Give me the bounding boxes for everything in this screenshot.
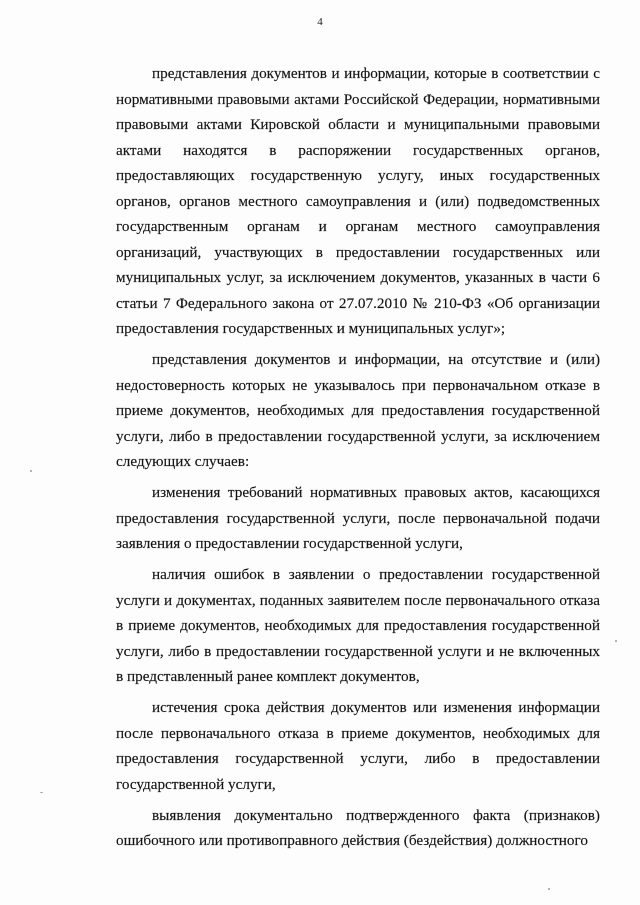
paragraph-6: выявления документально подтвержденного факта (признаков) ошибочного или противоправного действия (бездействия) должностного [116,806,600,849]
paragraph-5: истечения срока действия документов или изменения информации после первоначального отказа в приеме документов, необходимых для предоставления государственной услуги, либо в предоставлении государственной услуги, [116,699,600,793]
document-body [116,61,600,859]
page-number: 4 [317,16,323,28]
scan-speck [30,470,32,472]
scan-speck [548,888,550,890]
paragraph-4: наличия ошибок в заявлении о предоставлении государственной услуги и документах, поданных заявителем после первоначального отказа в приеме документов, необходимых для предоставления государственной услуги, либо в предоставлении государственной услуги и не включенных в представленный ранее комплект документов, [116,566,600,685]
paragraph-2: представления документов и информации, на отсутствие и (или) недостоверность которых не указывалось при первоначальном отказе в приеме документов, необходимых для предоставления государственной услуги, либо в предоставлении государственной услуги, за исключением следующих случаев: [116,351,600,470]
scan-speck [40,792,43,793]
paragraph-1: представления документов и информации, которые в соответствии с нормативными правовыми актами Российской Федерации, нормативными правовыми актами Кировской области и муниципальными правовыми актами находятся в распоряжении государственных органов, предоставляющих государственную услугу, иных государственных органов, органов местного самоуправления и (или) подведомственных государственным органам и органам местного самоуправления организаций, участвующих в предоставлении государственных или муниципальных услуг, за исключением документов, указанных в части 6 статьи 7 Федерального закона от 27.07.2010 № 210-ФЗ «Об организации предоставления государственных и муниципальных услуг»; [116,65,600,337]
scan-speck [615,640,617,642]
paragraph-3: изменения требований нормативных правовых актов, касающихся предоставления государственной услуги, после первоначальной подачи заявления о предоставлении государственной услуги, [116,484,600,552]
